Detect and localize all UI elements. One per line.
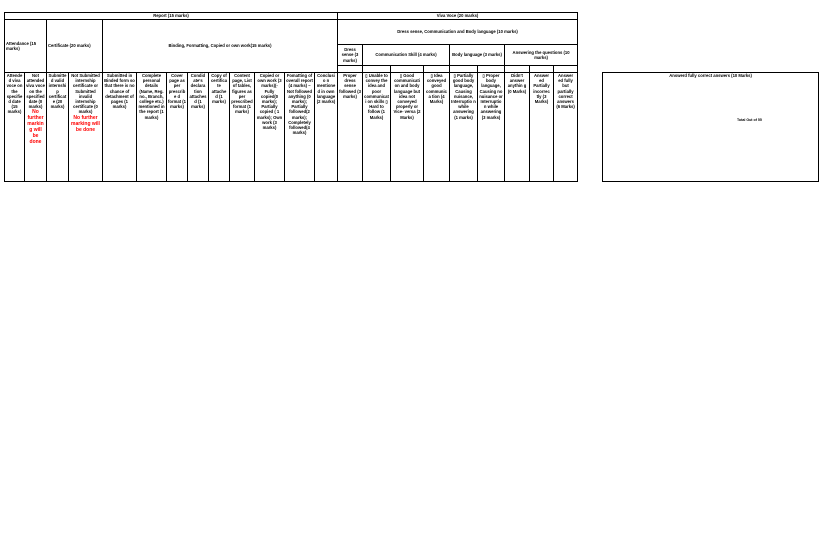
answer-none-criterion: Didn't answer anythin g (0 Marks)	[505, 73, 530, 182]
personal-details-criterion: Complete personal details (Name, Reg. no., Branch, college etc.) mentioned in the report (1 marks)	[137, 73, 167, 182]
comm-unable-criterion: ▯ Unable to convey the idea and poor communicati on skills ▯ Hard to follow (1 Marks)	[363, 73, 391, 182]
binded-form-criterion: Submitted in Binded form so that there is no chance of detachment of pages (1 marks)	[103, 73, 137, 182]
certificate-header: Certificate (20 marks)	[47, 20, 103, 73]
dress-sense-header: Dress sense (3 marks)	[338, 45, 363, 66]
attendance-header: Attendance (15 marks)	[5, 20, 47, 73]
cover-page-criterion: Cover page as per prescribe d format (1 marks)	[167, 73, 188, 182]
viva-voce-header: Viva Voce (20 marks)	[338, 13, 578, 20]
evaluation-rubric-sheet	[4, 12, 762, 182]
rubric-table	[4, 12, 819, 182]
attended-criterion: Attended viva voce on the specified date (15 marks)	[5, 73, 25, 182]
conclusion-criterion: Conclusio n mentione d in own language (2 marks)	[315, 73, 338, 182]
report-header: Report (15 marks)	[5, 13, 338, 20]
no-further-marking-note: No further marking will be done	[71, 114, 100, 133]
answer-partial-criterion: Answer ed Partially incorrec tly (3 Marks)	[530, 73, 554, 182]
answer-fully-correct-criterion: Answerd fully correct answers (10 Marks)	[603, 73, 819, 182]
dress-comm-body-header: Dress sense, Communication and Body language (10 marks)	[338, 20, 578, 45]
cert-submitted-criterion: Submitted valid internship certificate (20 marks)	[47, 73, 69, 182]
copy-certificate-criterion: Copy of certifica te attache d (1 marks)	[209, 73, 230, 182]
body-partially-criterion: ▯ Partially good body language, Causing nuisance, Interruptio n while answering (1 marks)	[450, 73, 478, 182]
body-proper-criterion: ▯ Proper body language, Causing no nuisance or Interruptio n while answering (3 marks)	[478, 73, 505, 182]
comm-good-criterion: ▯ Good communicati on and body language but idea not conveyed properly or Vice- versa (2 Marks)	[391, 73, 424, 182]
total-label: Total Out of 55	[737, 118, 762, 122]
copied-own-work-criterion: Copied or own work (3 marks)(- Fully copied(0 marks); Partially copied ( 1 marks); Own work (3 marks)	[255, 73, 285, 182]
answer-fully-partial-criterion: Answer ed fully but partially correct answers (6 Marks)	[554, 73, 578, 182]
content-page-criterion: Content page, List of tables, figures as per prescribed format (1 marks)	[230, 73, 255, 182]
no-further-marking-note: No further marking will be done	[27, 109, 44, 146]
answering-header: Answering the questions (10 marks)	[505, 45, 578, 66]
declaration-criterion: Condid ate's declara tion attaches d (1 marks)	[188, 73, 209, 182]
not-attended-criterion: Not attended viva voce on the specified date (0 marks) No further marking will be done	[25, 73, 47, 182]
communication-header: Communication Skill (4 marks)	[363, 45, 450, 66]
body-language-header: Body language (3 marks)	[450, 45, 505, 66]
cert-not-submitted-criterion: Not Submitted internship certificate or Submitted invalid internship certificate (0 marks) No further marking will be done	[69, 73, 103, 182]
binding-header: Binding, Formatting, Copied or own work(15 marks)	[103, 20, 338, 73]
comm-idea-criterion: ▯ Idea conveyed good communica tion (4 Marks)	[424, 73, 450, 182]
proper-dress-criterion: Proper dress sense followed (3 marks)	[338, 73, 363, 182]
formatting-criterion: Fomatting of overall report (4 marks) – Not followed anything (0 marks); Partially followed(2 marks); Completely followed(4 marks)	[285, 73, 315, 182]
